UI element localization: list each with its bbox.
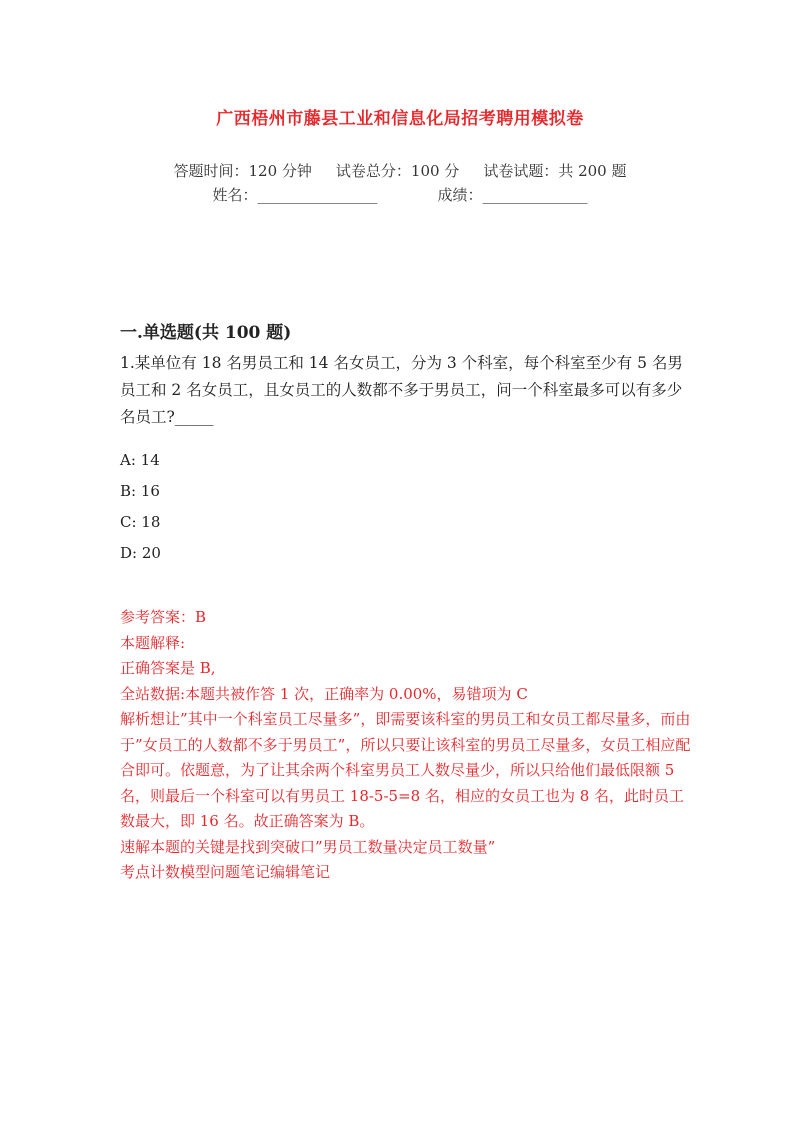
exam-total-score: 试卷总分：100 分 (335, 162, 460, 180)
score-field-label: 成绩：______________ (437, 186, 588, 204)
name-field-label: 姓名：________________ (212, 186, 378, 204)
option-a: A: 14 (120, 451, 160, 469)
category-note: 考点计数模型问题笔记编辑笔记 (120, 863, 331, 881)
reference-answer: 参考答案：B (120, 608, 207, 626)
exam-time: 答题时间：120 分钟 (173, 162, 312, 180)
quick-tip: 速解本题的关键是找到突破口”男员工数量决定员工数量” (120, 837, 496, 856)
site-stats: 全站数据:本题共被作答 1 次，正确率为 0.00%，易错项为 C (120, 684, 528, 703)
explanation-label: 本题解释: (120, 633, 186, 652)
exam-info-row (0, 160, 800, 181)
option-c: C: 18 (120, 513, 161, 531)
analysis-text: 解析想让”其中一个科室员工尽量多”，即需要该科室的男员工和女员工都尽量多，而由于”女员工的人数都不多于男员工”，所以只要让该科室的男员工尽量多，女员工相应配合即可。依题意，为了让其余两个科室男员工人数尽量少，所以只给他们最低限额 5 名，则最后一个科室可以有男员工 18-5-5=8 名，相应的女员工也为 8 名，此时员工数最大，即 16 名。故正确答案为 B。 (120, 710, 691, 830)
correct-answer: 正确答案是 B, (120, 659, 216, 677)
option-d: D: 20 (120, 544, 161, 562)
option-list (120, 450, 420, 574)
option-b: B: 16 (120, 482, 160, 500)
answer-block (120, 605, 692, 886)
question-text: 1.某单位有 18 名男员工和 14 名女员工，分为 3 个科室，每个科室至少有 5 名男员工和 2 名女员工，且女员工的人数都不多于男员工，问一个科室最多可以有多少名员工?_____ (120, 354, 683, 426)
exam-question-count: 试卷试题：共 200 题 (483, 162, 627, 180)
exam-name-row (0, 184, 800, 205)
page-title: 广西梧州市藤县工业和信息化局招考聘用模拟卷 (216, 109, 584, 129)
section-heading: 一.单选题(共 100 题) (120, 323, 292, 343)
